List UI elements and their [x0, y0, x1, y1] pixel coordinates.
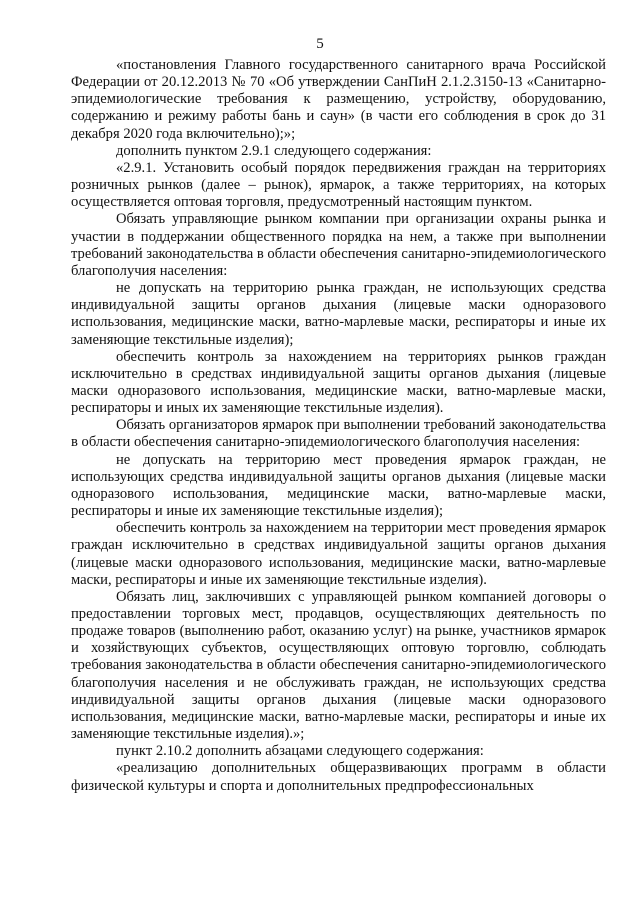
paragraph-resolution-reference: «постановления Главного государственного санитарного врача Российской Федерации от 20.12.2013 № 70 «Об утверждении СанПиН 2.1.2.3150-13 «Санитарно-эпидемиологические требования к размещению, устройству, оборудованию, содержанию и режиму работы бань и саун» (в части его соблюдения в срок до 31 декабря 2020 года включительно);»;	[71, 57, 606, 142]
paragraph-clause-2-9-1: «2.9.1. Установить особый порядок передвижения граждан на территориях розничных рынков (далее – рынок), ярмарок, а также территориях, на которых осуществляется оптовая торговля, предусмотренный настоящим пунктом.	[71, 159, 606, 211]
paragraph-fair-organizers-obligation: Обязать организаторов ярмарок при выполнении требований законодательства в области обеспечения санитарно-эпидемиологического благополучия населения:	[71, 417, 606, 451]
document-body	[71, 57, 606, 795]
paragraph-fair-no-entry: не допускать на территорию мест проведения ярмарок граждан, не использующих средства индивидуальной защиты органов дыхания (лицевые маски одноразового использования, медицинские маски, ватно-марлевые маски, респираторы и иные их заменяющие текстильные изделия);	[71, 451, 606, 520]
paragraph-traders-obligation: Обязать лиц, заключивших с управляющей рынком компанией договоры о предоставлении торговых мест, продавцов, осуществляющих деятельность по продаже товаров (выполнению работ, оказанию услуг) на рынке, участников ярмарок и хозяйствующих субъектов, осуществляющих оптовую торговлю, соблюдать требования законодательства в области обеспечения санитарно-эпидемиологического благополучия населения и не обслуживать граждан, не использующих средства индивидуальной защиты органов дыхания (лицевые маски одноразового использования, медицинские маски, ватно-марлевые маски, респираторы и иные их заменяющие текстильные изделия).»;	[71, 588, 606, 743]
paragraph-market-control: обеспечить контроль за нахождением на территориях рынков граждан исключительно в средствах индивидуальной защиты органов дыхания (лицевые маски одноразового использования, медицинские маски, ватно-марлевые маски, респираторы и иных их заменяющие текстильные изделия).	[71, 348, 606, 417]
paragraph-clause-2-10-2-text: «реализацию дополнительных общеразвивающих программ в области физической культуры и спорта и дополнительных предпрофессиональных	[71, 760, 606, 794]
paragraph-fair-control: обеспечить контроль за нахождением на территории мест проведения ярмарок граждан исключительно в средствах индивидуальной защиты органов дыхания (лицевые маски одноразового использования, медицинские маски, ватно-марлевые маски, респираторы и иные их заменяющие текстильные изделия).	[71, 520, 606, 588]
paragraph-market-no-entry: не допускать на территорию рынка граждан, не использующих средства индивидуальной защиты органов дыхания (лицевые маски одноразового использования, медицинские маски, ватно-марлевые маски, респираторы и иные их заменяющие текстильные изделия);	[71, 280, 606, 348]
paragraph-add-clause-2-9-1: дополнить пунктом 2.9.1 следующего содержания:	[116, 142, 432, 159]
paragraph-add-clause-2-10-2: пункт 2.10.2 дополнить абзацами следующего содержания:	[116, 743, 484, 760]
page-number: 5	[316, 36, 324, 52]
paragraph-market-companies-obligation: Обязать управляющие рынком компании при организации охраны рынка и участии в поддержании общественного порядка на нем, а также при выполнении требований законодательства в области обеспечения санитарно-эпидемиологического благополучия населения:	[71, 211, 607, 279]
